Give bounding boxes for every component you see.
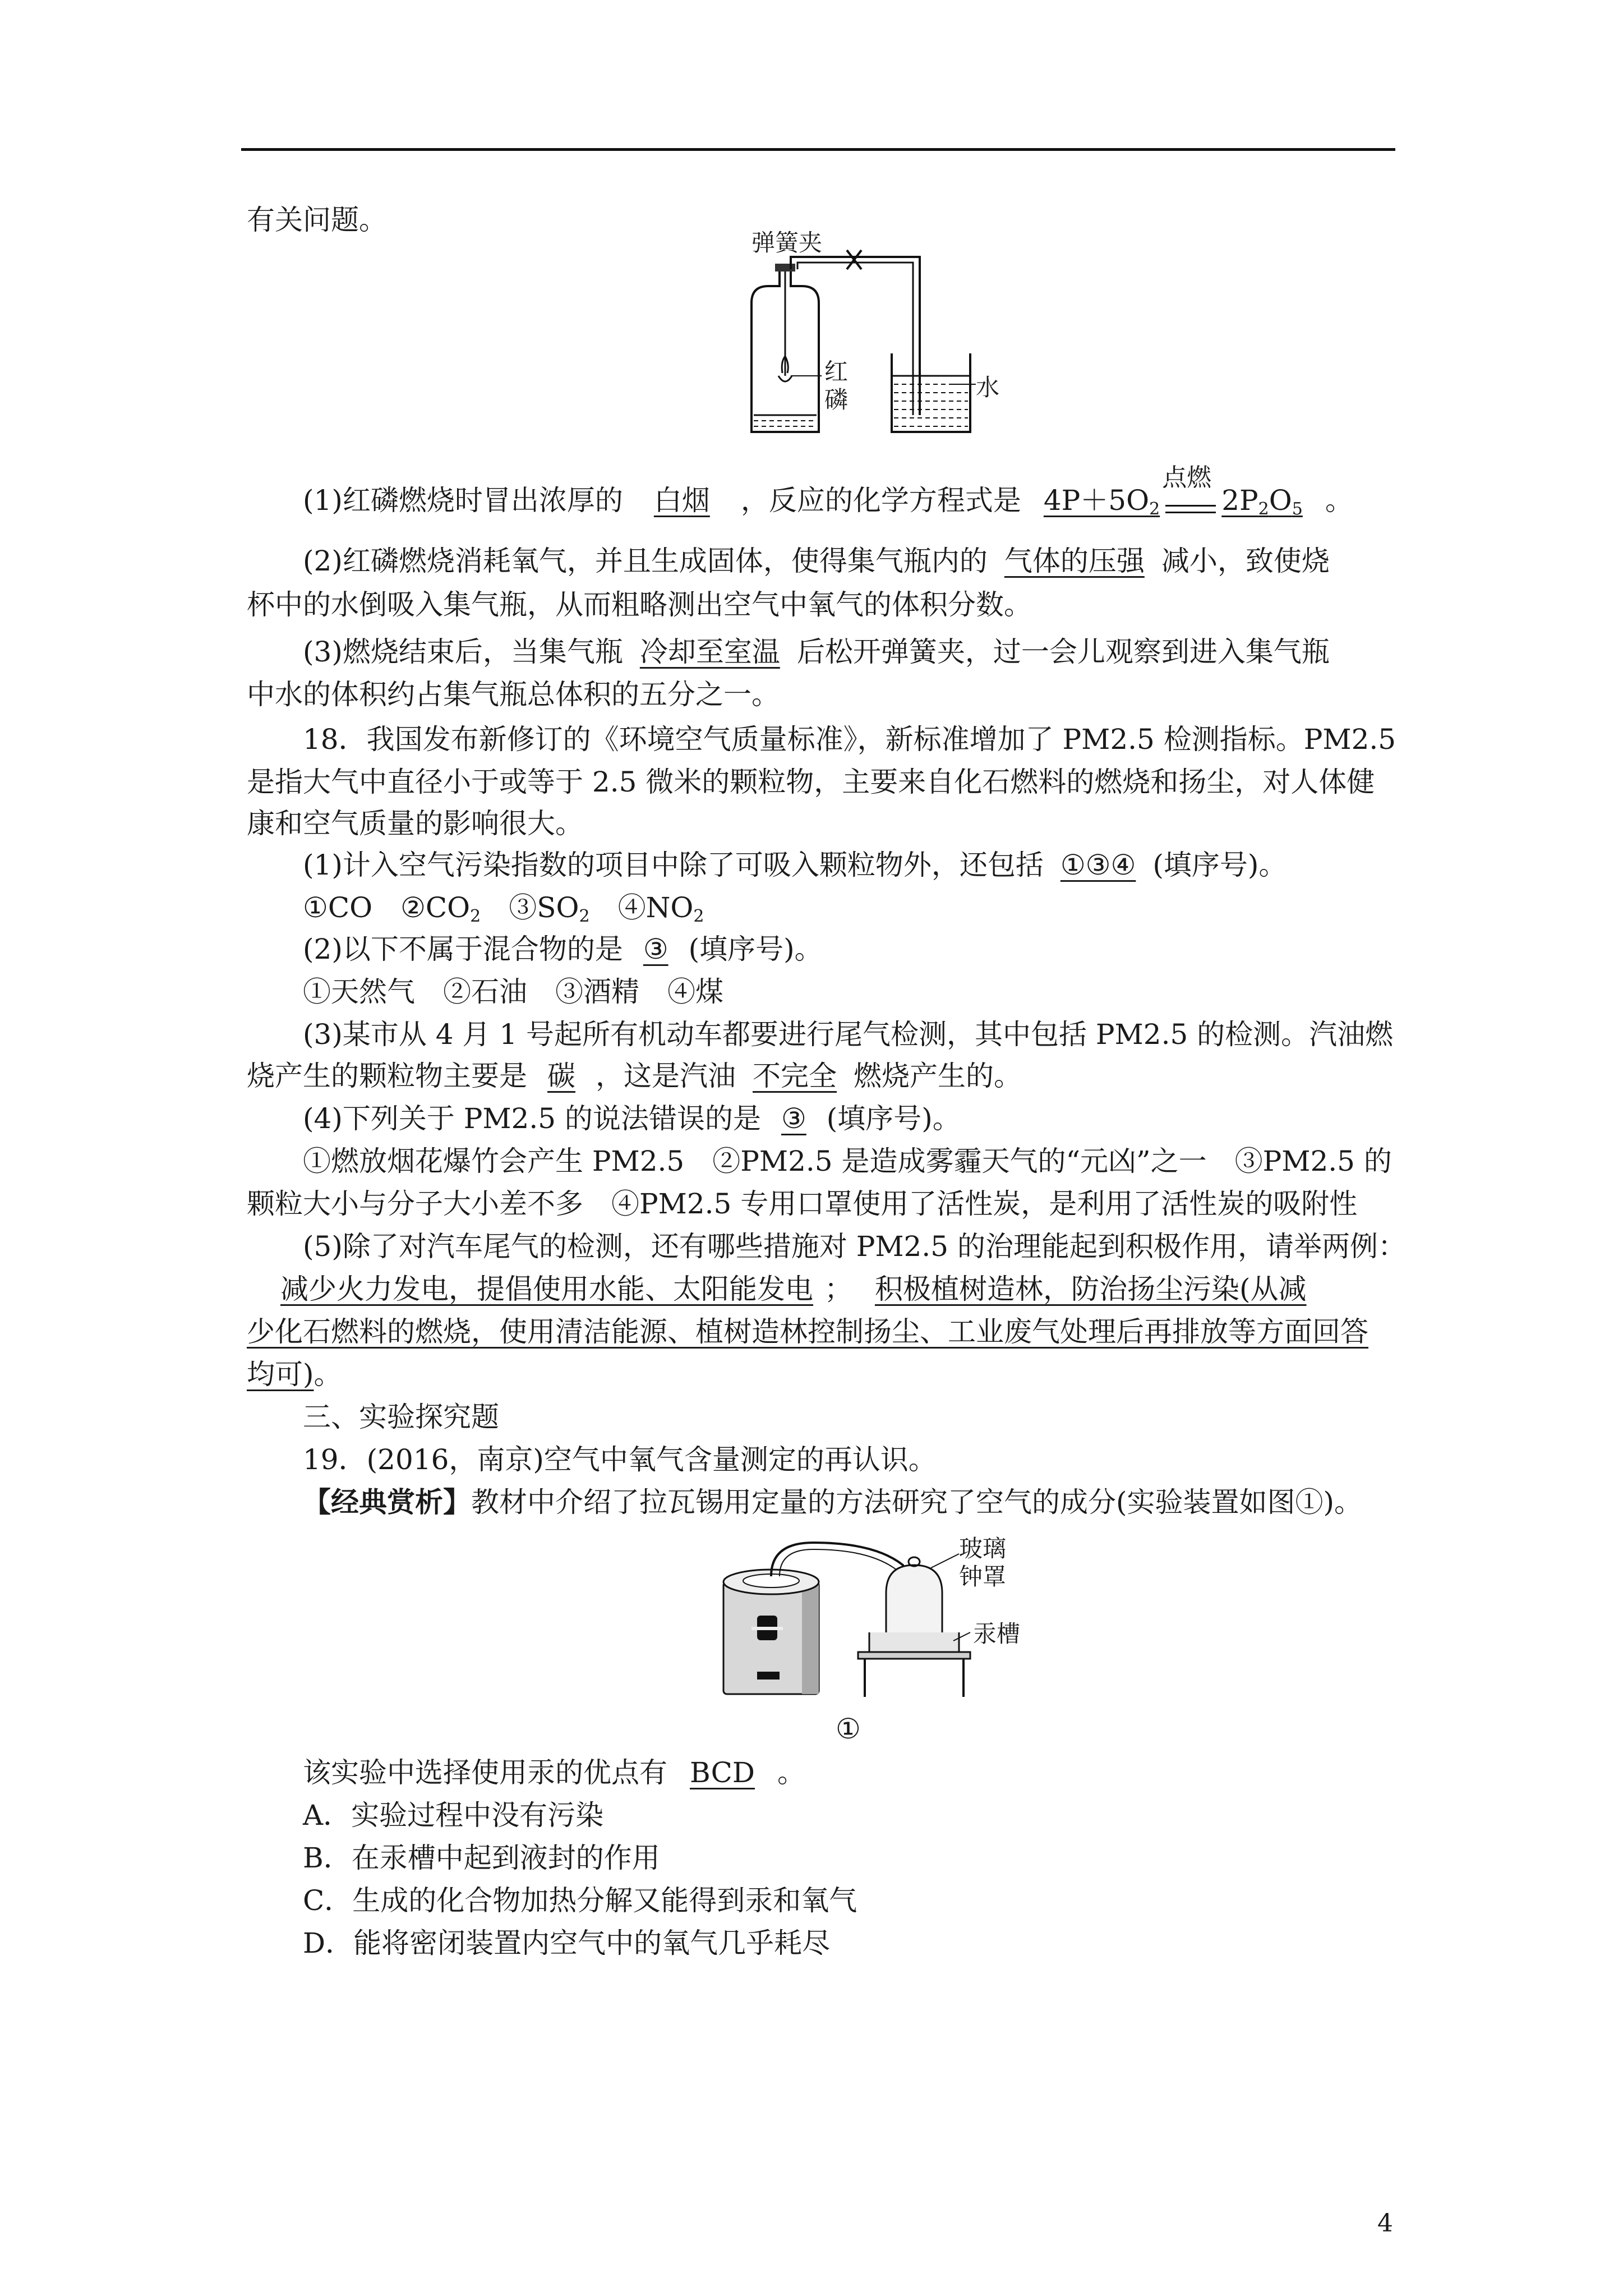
q17-part2-line2: 杯中的水倒吸入集气瓶，从而粗略测出空气中氧气的体积分数。 (247, 588, 1032, 621)
q19-option-d: D．能将密闭装置内空气中的氧气几乎耗尽 (303, 1927, 831, 1959)
q17-answer-pressure: 气体的压强 (1004, 545, 1145, 577)
fig1-label-red: 红 (824, 358, 849, 385)
q17-answer-cool: 冷却至室温 (639, 636, 780, 668)
intro-tail: 有关问题。 (247, 204, 387, 236)
q18-answer-5b: 积极植树造林，防治扬尘污染(从减 (875, 1273, 1307, 1305)
q19-title: 19．(2016，南京)空气中氧气含量测定的再认识。 (303, 1443, 937, 1476)
fig1-label-phosphorus: 磷 (824, 386, 849, 413)
q18-answer-4: ③ (781, 1102, 806, 1135)
q18-stem-line1: 18．我国发布新修订的《环境空气质量标准》，新标准增加了 PM2.5 检测指标。PM2.5 (303, 723, 1396, 756)
q19-option-a: A．实验过程中没有污染 (303, 1799, 604, 1832)
q19-classic: 【经典赏析】教材中介绍了拉瓦锡用定量的方法研究了空气的成分(实验装置如图①)。 (303, 1485, 1363, 1519)
q18-answer-carbon: 碳 (547, 1060, 575, 1092)
q18-sub5: (5)除了对汽车尾气的检测，还有哪些措施对 PM2.5 的治理能起到积极作用，请举两例： (303, 1230, 1406, 1263)
reaction-condition: 点燃 (1160, 482, 1221, 518)
q18-sub5-answer-line2: 少化石燃料的燃烧，使用清洁能源、植树造林控制扬尘、工业废气处理后再排放等方面回答 (247, 1315, 1368, 1348)
q17-part3-line2: 中水的体积约占集气瓶总体积的五分之一。 (247, 678, 780, 711)
q18-sub5-answer-line3: 均可)。 (247, 1358, 342, 1391)
q17-part1: (1)红磷燃烧时冒出浓厚的 白烟 ，反应的化学方程式是 $4P+5O_2$ 点燃 $2P_2O_5$ 。 (303, 463, 1353, 519)
fig2-label-trough: 汞槽 (973, 1620, 1021, 1648)
fig2-label-bell: 钟罩 (959, 1563, 1007, 1590)
q18-answer-1: ①③④ (1060, 849, 1136, 881)
q18-sub3-line2: 烧产生的颗粒物主要是 碳 ，这是汽油 不完全 燃烧产生的。 (247, 1058, 1022, 1094)
q18-sub1: (1)计入空气污染指数的项目中除了可吸入颗粒物外，还包括 ①③④ (填序号)。 (303, 847, 1287, 883)
q18-sub3-line1: (3)某市从 4 月 1 号起所有机动车都要进行尾气检测，其中包括 PM2.5 的检测。汽油燃 (303, 1018, 1394, 1051)
q18-answer-5a: 减少火力发电，提倡使用水能、太阳能发电 (280, 1273, 813, 1305)
q18-sub2: (2)以下不属于混合物的是 ③ (填序号)。 (303, 931, 823, 967)
q18-answer-incomplete: 不完全 (753, 1060, 837, 1092)
q18-sub2-options: ①天然气 ②石油 ③酒精 ④煤 (303, 976, 723, 1008)
q19-answer: BCD (690, 1756, 755, 1789)
q17-part3-line1: (3)燃烧结束后，当集气瓶 冷却至室温 后松开弹簧夹，过一会儿观察到进入集气瓶 (303, 634, 1330, 670)
q19-option-b: B．在汞槽中起到液封的作用 (303, 1842, 660, 1874)
q18-sub1-options: ①CO $②CO_2$ $③SO_2$ $④NO_2$ (303, 891, 704, 926)
figure-lavoisier-apparatus (718, 1531, 1021, 1700)
q18-sub4: (4)下列关于 PM2.5 的说法错误的是 ③ (填序号)。 (303, 1101, 961, 1137)
q18-stem-line2: 是指大气中直径小于或等于 2.5 微米的颗粒物，主要来自化石燃料的燃烧和扬尘，对人体健 (247, 766, 1375, 798)
figure-red-phosphorus-apparatus (729, 229, 1000, 449)
fig1-label-water: 水 (976, 374, 1000, 401)
page-number: 4 (1377, 2209, 1393, 2238)
q18-stem-line3: 康和空气质量的影响很大。 (247, 807, 583, 840)
q17-part2-line1: (2)红磷燃烧消耗氧气，并且生成固体，使得集气瓶内的 气体的压强 减小，致使烧 (303, 543, 1330, 579)
section-heading-experiment: 三、实验探究题 (303, 1401, 499, 1433)
q19-question: 该实验中选择使用汞的优点有 BCD 。 (303, 1755, 805, 1791)
q18-sub5-answer-line1: 减少火力发电，提倡使用水能、太阳能发电 ； 积极植树造林，防治扬尘污染(从减 (247, 1271, 1307, 1307)
fig1-label-clip: 弹簧夹 (751, 229, 823, 256)
fig2-label-glass: 玻璃 (959, 1535, 1007, 1562)
fig2-caption: ① (836, 1713, 861, 1745)
header-rule (241, 148, 1395, 151)
q18-sub4-options-line2: 颗粒大小与分子大小差不多 ④PM2.5 专用口罩使用了活性炭，是利用了活性炭的吸附性 (247, 1188, 1358, 1220)
q18-sub4-options-line1: ①燃放烟花爆竹会产生 PM2.5 ②PM2.5 是造成雾霾天气的“元凶”之一 ③PM2.5 的 (303, 1145, 1392, 1177)
q18-answer-2: ③ (643, 933, 668, 965)
q17-answer-white-smoke: 白烟 (653, 484, 710, 517)
q19-option-c: C．生成的化合物加热分解又能得到汞和氧气 (303, 1884, 857, 1917)
